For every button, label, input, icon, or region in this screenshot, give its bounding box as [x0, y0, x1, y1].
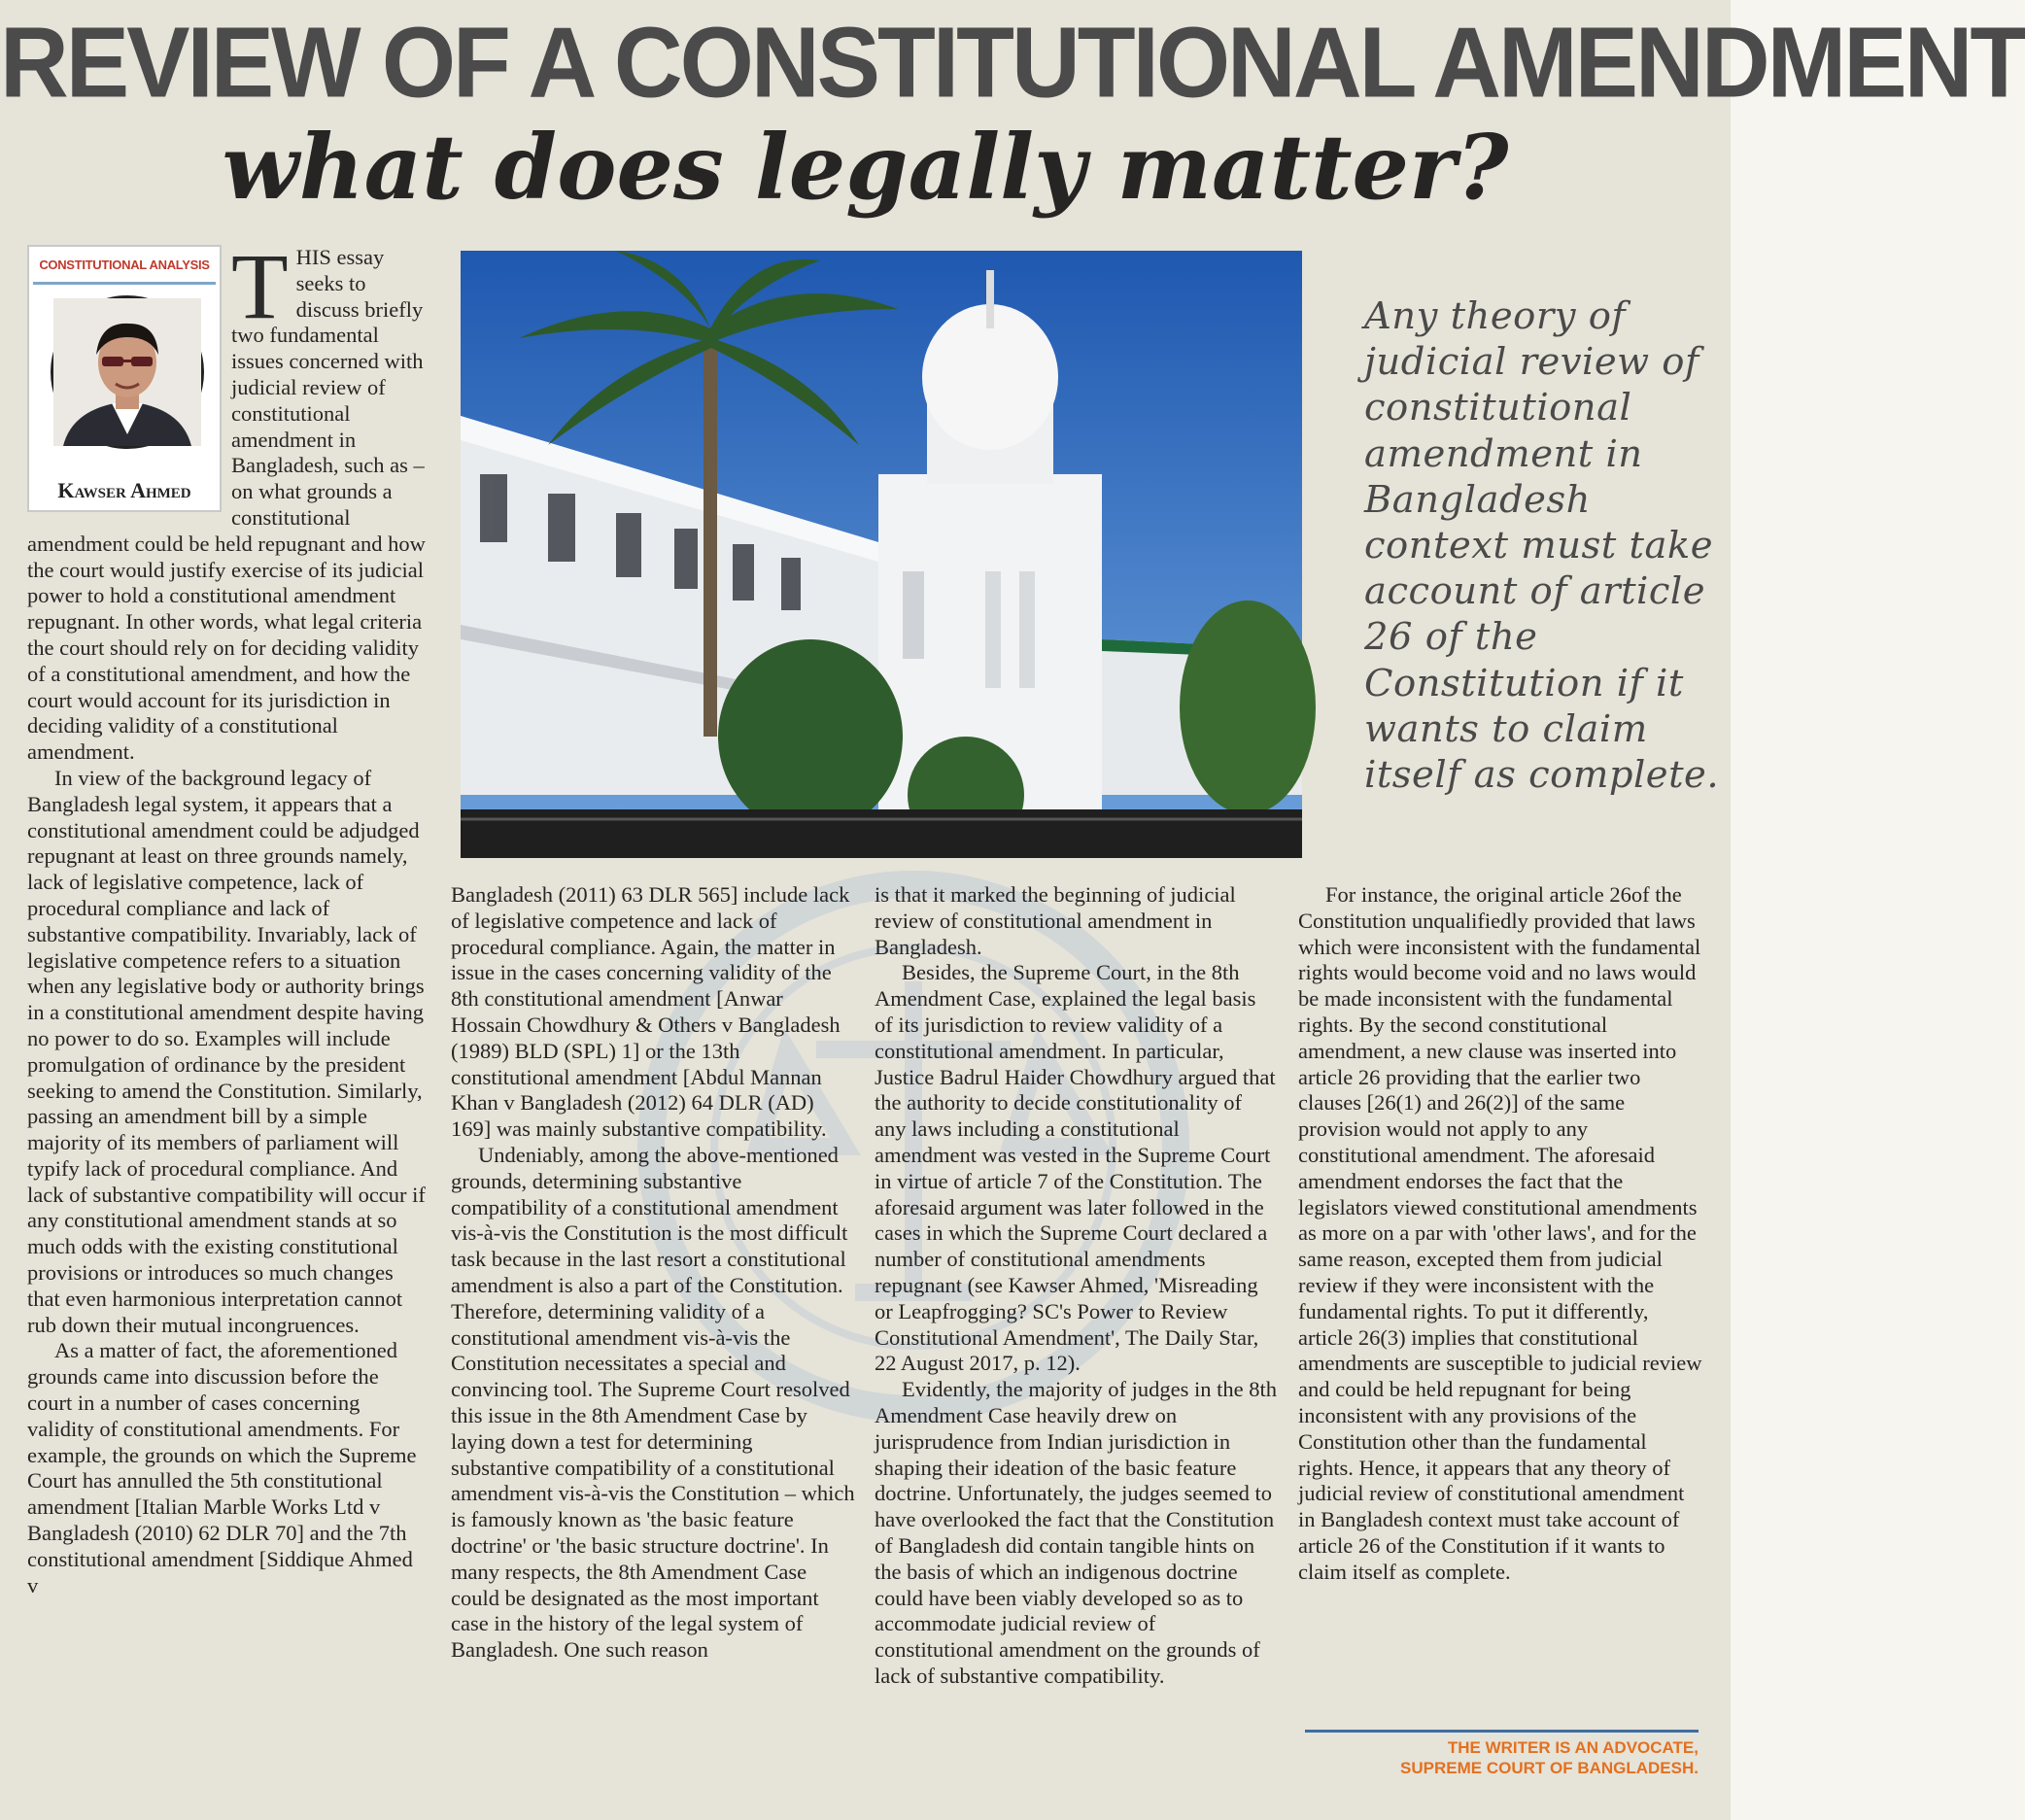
credit-line: THE WRITER IS AN ADVOCATE, [1447, 1738, 1699, 1757]
paragraph: is that it marked the beginning of judicial review of constitutional amendment in Bangladesh. [875, 882, 1236, 959]
column-2 [451, 882, 855, 1664]
supreme-court-photo [461, 251, 1302, 858]
person-icon [53, 298, 201, 446]
paragraph: For instance, the original article 26of the Constitution unqualifiedly provided that laws which were inconsistent with the fundamental rights would become void and no laws would be made inconsistent with the fundamental rights. By the second constitutional amendment, a new clause was inserted into article 26 providing that the earlier two clauses [26(1) and 26(2)] of the same provision would not apply to any constitutional amendment. The aforesaid amendment endorses the fact that the legislators viewed constitutional amendments as more on a par with 'other laws', and for the same reason, excepted them from judicial review if they were inconsistent with the fundamental rights. To put it differently, article 26(3) implies that constitutional amendments are susceptible to judicial review and could be held repugnant for being inconsistent with any provisions of the Constitution other than the fundamental rights. Hence, it appears that any theory of judicial review of constitutional amendment in Bangladesh context must take account of article 26 of the Constitution if it wants to claim itself as complete. [1298, 882, 1702, 1584]
paragraph: Undeniably, among the above-mentioned grounds, determining substantive compatibility of a constitutional amendment vis-à-vis the Constitution is the most difficult task because in the last resort a constitutional amendment is also a part of the Constitution. Therefore, determining validity of a constitutional amendment vis-à-vis the Constitution necessitates a special and convincing tool. The Supreme Court resolved this issue in the 8th Amendment Case by laying down a test for determining substantive compatibility of a constitutional amendment vis-à-vis the Constitution – which is famously known as 'the basic feature doctrine' or 'the basic structure doctrine'. In many respects, the 8th Amendment Case could be designated as the most important case in the history of the legal system of Bangladesh. One such reason [451, 1142, 855, 1663]
author-name: Kawser Ahmed [57, 478, 191, 502]
pull-quote: Any theory of judicial review of constitutional amendment in Bangladesh context must take account of article 26 of the Constitution if it wants to claim itself as complete. [1364, 294, 1720, 798]
column-4 [1298, 882, 1702, 1586]
column-3 [875, 882, 1279, 1690]
subheadline: what does legally matter? [222, 115, 1509, 220]
headline: REVIEW OF A CONSTITUTIONAL AMENDMENT [0, 6, 2025, 119]
paragraph: Besides, the Supreme Court, in the 8th Amendment Case, explained the legal basis of its jurisdiction to review validity of a constitutional amendment. In particular, Justice Badrul Haider Chowdhury argued that the authority to decide constitutionality of any laws including a constitutional amendment was vested in the Supreme Court in virtue of article 7 of the Constitution. The aforesaid argument was later followed in the cases in which the Supreme Court declared a number of constitutional amendments repugnant (see Kawser Ahmed, 'Misreading or Leapfrogging? SC's Power to Review Constitutional Amendment', The Daily Star, 22 August 2017, p. 12). [875, 960, 1276, 1376]
column-tag: CONSTITUTIONAL ANALYSIS [33, 253, 216, 285]
author-portrait [51, 295, 204, 449]
drop-cap: T [231, 234, 289, 338]
credit-divider [1305, 1730, 1699, 1733]
paragraph: Bangladesh (2011) 63 DLR 565] include lack of legislative competence and lack of procedural compliance. Again, the matter in issue in the cases concerning validity of the 8th constitutional amendment [Anwar Hossain Chowdhury & Others v Bangladesh (1989) BLD (SPL) 1] or the 13th constitutional amendment [Abdul Mannan Khan v Bangladesh (2012) 64 DLR (AD) 169] was mainly substantive compatibility. [451, 882, 850, 1142]
paragraph: HIS essay seeks to discuss briefly two fundamental issues concerned with judicial review of constitutional amendment in Bangladesh, such as – on what grounds a constitutional amendment could be held repugnant and how the court would justify exercise of its judicial power to hold a constitutional amendment repugnant. In other words, what legal criteria the court should rely on for deciding validity of a constitutional amendment, and how the court would account for its jurisdiction in deciding validity of a constitutional amendment. [27, 245, 426, 765]
writer-credit [1305, 1737, 1699, 1778]
credit-line: SUPREME COURT OF BANGLADESH. [1400, 1759, 1699, 1777]
building-illustration [461, 251, 1302, 858]
paragraph: As a matter of fact, the aforementioned grounds came into discussion before the court in a number of cases concerning validity of constitutional amendments. For example, the grounds on which the Supreme Court has annulled the 5th constitutional amendment [Italian Marble Works Ltd v Bangladesh (2010) 62 DLR 70] and the 7th constitutional amendment [Siddique Ahmed v [27, 1338, 417, 1597]
column-1 [27, 234, 428, 1598]
paragraph: In view of the background legacy of Bangladesh legal system, it appears that a constitutional amendment could be adjudged repugnant at least on three grounds namely, lack of legislative competence, lack of procedural compliance and lack of substantive compatibility. Invariably, lack of legislative competence refers to a situation when any legislative body or authority brings in a constitutional amendment despite having no power to do so. Examples will include promulgation of ordinance by the president seeking to amend the Constitution. Similarly, passing an amendment bill by a simple majority of its members of parliament will typify lack of procedural compliance. And lack of substantive compatibility will occur if any constitutional amendment stands at so much odds with the existing constitutional provisions or introduces so much changes that even harmonious interpretation cannot rub down their mutual incongruences. [27, 765, 426, 1337]
paragraph: Evidently, the majority of judges in the 8th Amendment Case heavily drew on jurisprudence from Indian jurisdiction in shaping their ideation of the basic feature doctrine. Unfortunately, the judges seemed to have overlooked the fact that the Constitution of Bangladesh did contain tangible hints on the basis of which an indigenous doctrine could have been viably developed so as to accommodate judicial review of constitutional amendment on the grounds of lack of substantive compatibility. [875, 1377, 1277, 1688]
author-box [27, 245, 222, 512]
